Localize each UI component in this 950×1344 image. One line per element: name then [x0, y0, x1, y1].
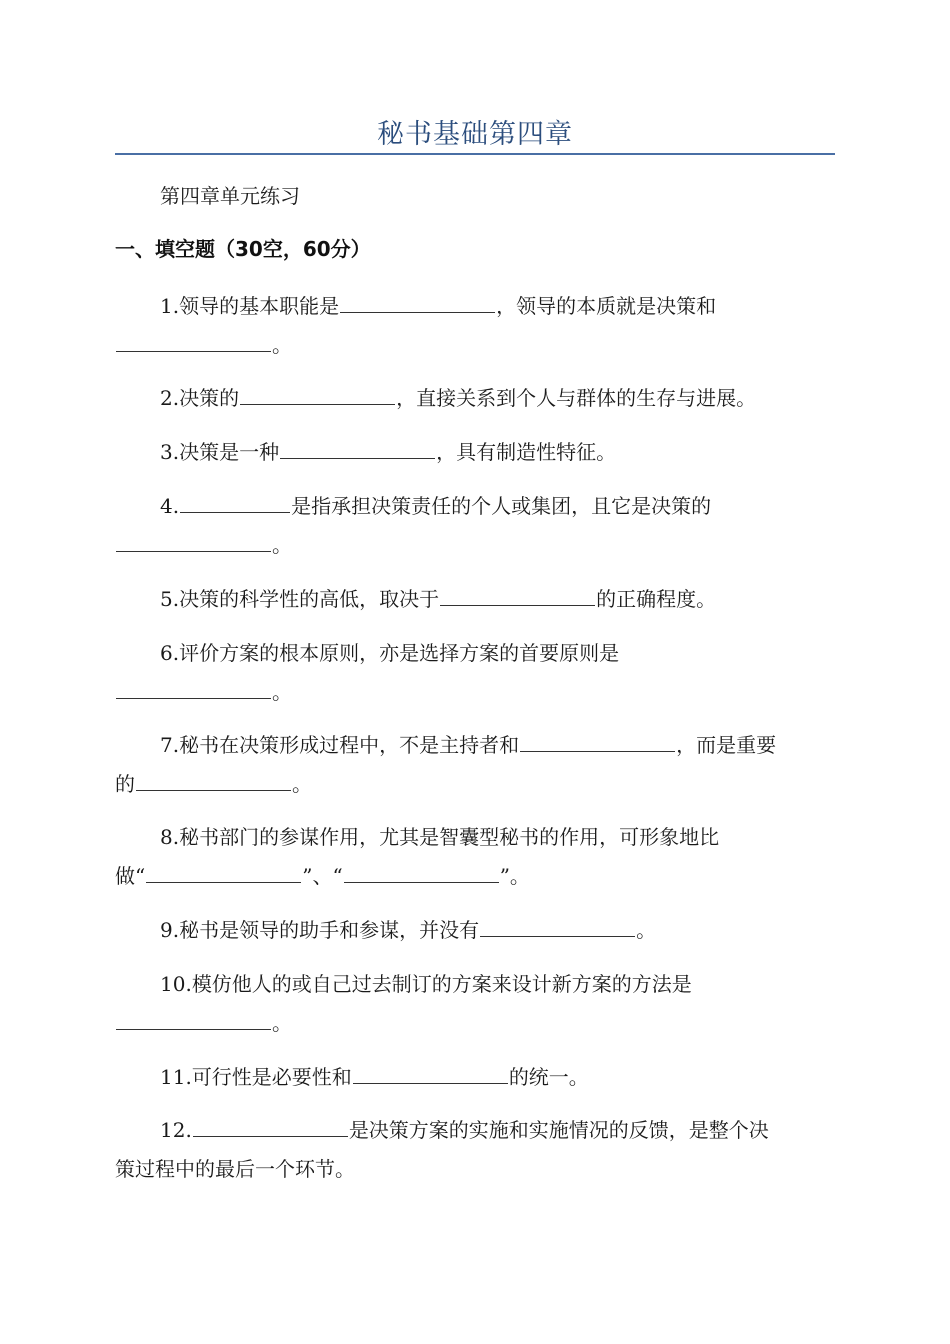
question-6: 6.评价方案的根本原则，亦是选择方案的首要原则是 。: [115, 634, 835, 711]
question-number: 3.: [160, 440, 180, 464]
question-number: 8.: [160, 825, 180, 849]
answer-blank[interactable]: [136, 772, 291, 791]
question-11: 11.可行性是必要性和 的统一。: [160, 1065, 589, 1089]
question-7: 7.秘书在决策形成过程中，不是主持者和 ，而是重要 的 。: [115, 733, 777, 796]
question-number: 5.: [160, 587, 180, 611]
question-number: 1.: [160, 294, 180, 318]
answer-blank[interactable]: [116, 333, 271, 352]
question-number: 7.: [160, 733, 180, 757]
question-number: 10.: [160, 972, 192, 996]
answer-blank[interactable]: [116, 533, 271, 552]
question-10: 10.模仿他人的或自己过去制订的方案来设计新方案的方法是 。: [115, 965, 835, 1042]
answer-blank[interactable]: [280, 440, 435, 459]
answer-blank[interactable]: [240, 386, 395, 405]
answer-blank[interactable]: [116, 1011, 271, 1030]
question-2: 2.决策的 ，直接关系到个人与群体的生存与进展。: [160, 386, 757, 410]
question-4: 4. 是指承担决策责任的个人或集团，且它是决策的 。: [115, 487, 835, 564]
question-number: 4.: [160, 494, 180, 518]
answer-blank[interactable]: [180, 494, 290, 513]
question-number: 2.: [160, 386, 180, 410]
answer-blank[interactable]: [193, 1118, 348, 1137]
title-underline: [115, 153, 835, 155]
answer-blank[interactable]: [353, 1065, 508, 1084]
exercise-subtitle: 第四章单元练习: [160, 184, 300, 208]
answer-blank[interactable]: [480, 918, 635, 937]
answer-blank[interactable]: [146, 864, 301, 883]
question-number: 11.: [160, 1065, 192, 1089]
question-12: 12. 是决策方案的实施和实施情况的反馈，是整个决 策过程中的最后一个环节。: [115, 1118, 769, 1181]
question-3: 3.决策是一种 ，具有制造性特征。: [160, 440, 617, 464]
question-8: 8.秘书部门的参谋作用，尤其是智囊型秘书的作用，可形象地比 做“ ”、“ ”。: [115, 825, 720, 888]
question-9: 9.秘书是领导的助手和参谋，并没有 。: [160, 918, 657, 942]
question-number: 6.: [160, 641, 180, 665]
answer-blank[interactable]: [440, 587, 595, 606]
question-1: 1.领导的基本职能是 ，领导的本质就是决策和 。: [115, 287, 835, 364]
question-number: 12.: [160, 1118, 192, 1142]
answer-blank[interactable]: [340, 294, 495, 313]
question-5: 5.决策的科学性的高低，取决于 的正确程度。: [160, 587, 717, 611]
answer-blank[interactable]: [344, 864, 499, 883]
page-title: 秘书基础第四章: [377, 119, 573, 150]
question-number: 9.: [160, 918, 180, 942]
answer-blank[interactable]: [116, 680, 271, 699]
answer-blank[interactable]: [520, 733, 675, 752]
section-heading: 一、填空题（30空，60分）: [115, 237, 371, 261]
